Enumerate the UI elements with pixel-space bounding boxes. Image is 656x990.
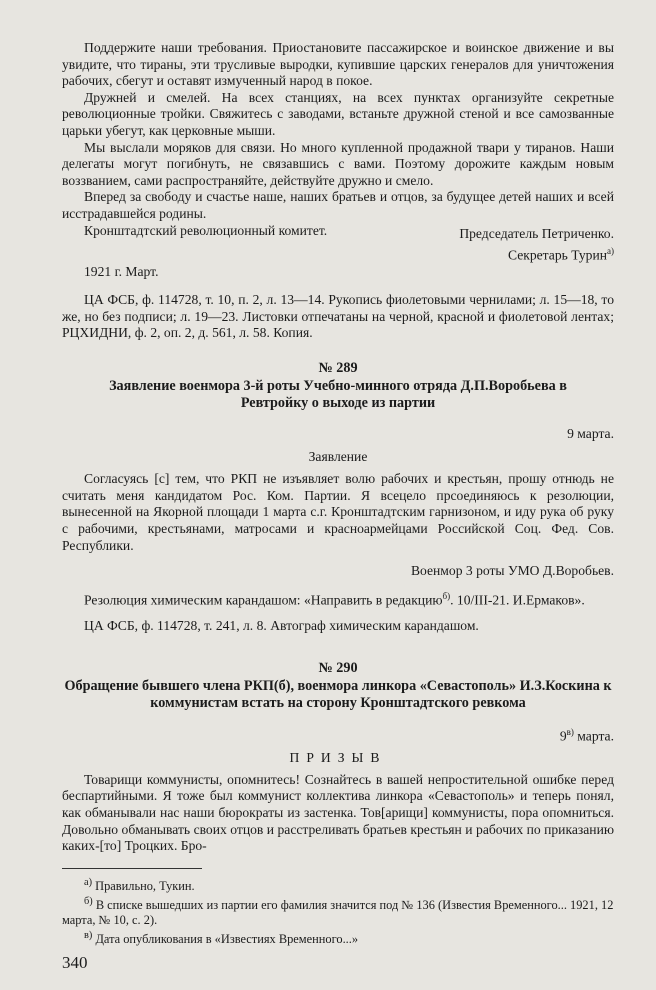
document-date: 1921 г. Март. xyxy=(84,263,159,279)
paragraph: Дружней и смелей. На всех станциях, на всех пунктах организуйте секретные революционные тройки. Свяжитесь с заводами, встаньте дружной стеной и все самозванные царьки убегут, как церковные мыши. xyxy=(62,89,614,138)
archive-note: ЦА ФСБ, ф. 114728, т. 10, п. 2, л. 13—14. Рукопись фиолетовыми чернилами; л. 15—18, то же, но без подписи; л. 19—23. Листовки отпечатаны на черной, красной и фиолетовой лентах; РЦХИДНИ, ф. 2, оп. 2, д. 561, л. 58. Копия. xyxy=(62,292,614,341)
statement-signature: Военмор 3 роты УМО Д.Воробьев. xyxy=(410,563,614,579)
document-290 xyxy=(62,660,614,713)
document-289 xyxy=(62,360,614,413)
page-number-area xyxy=(62,955,614,972)
footnote: $^{в)}$ Дата опубликования в «Известиях Временного...» xyxy=(84,930,359,947)
document-number: № 289 xyxy=(318,360,358,376)
chairman-signature: Председатель Петриченко. xyxy=(459,226,614,241)
archive-reference xyxy=(62,292,614,342)
document-heading: Заявление xyxy=(308,448,368,464)
document-290-body xyxy=(62,724,614,855)
appeal-continuation xyxy=(62,40,614,239)
signatures xyxy=(62,226,614,280)
secretary-signature: Секретарь Турин$^{а)}$ xyxy=(507,245,614,263)
footnote-divider xyxy=(62,868,202,869)
page-number: 340 xyxy=(62,953,88,972)
statement-body: Согласуясь [с] тем, что РКП не изъявляет волю рабочих и крестьян, прошу отнюдь не считать меня кандидатом Рос. Ком. Партии. Я всецело прсоединяюсь к резолюции, вынесенной на Якорной площади 1 марта с.г. Кронштадтским гарнизоном, и иду рука об руку с рабочими, крестьянами, матросами и красноармейцами Российской Соц. Фед. Сов. Республики. xyxy=(62,471,614,553)
archive-note: ЦА ФСБ, ф. 114728, т. 241, л. 8. Автограф химическим карандашом. xyxy=(84,617,479,633)
document-date: $9^{в)}$ марта. xyxy=(559,727,614,744)
appeal-body: Товарищи коммунисты, опомнитесь! Сознайтесь в вашей непростительной ошибке перед беспартийными. Я тоже был коммунист коллектива линкора «Севастополь» и теперь понял, как обманывали нас наши бюрократы из застенка. Тов[арищи] коммунисты, пора опомниться. Довольно обманывать своих отцов и расстреливать братьев крестьян и рабочих по приказанию каких-[то] Троцких. Бро- xyxy=(62,771,614,854)
footnote: $^{б)}$ В списке вышедших из партии его фамилия значится под № 136 (Известия Временного... 1921, 12 марта, № 10, с. 2). xyxy=(62,896,614,928)
document-heading: ПРИЗЫВ xyxy=(289,750,387,766)
document-date: 9 марта. xyxy=(567,426,614,441)
resolution-note: Резолюция химическим карандашом: «Направить в редакцию$^{б)}$. 10/III-21. И.Ермаков». xyxy=(84,590,585,608)
document-title: Обращение бывшего члена РКП(б), военмора линкора «Севастополь» И.З.Коскина к коммунистам встать на сторону Кронштадтского ревкома xyxy=(64,677,612,712)
footnote: $^{а)}$ Правильно, Тукин. xyxy=(84,877,195,894)
document-289-body xyxy=(62,426,614,634)
paragraph: Мы выслали моряков для связи. Но много купленной продажной твари у тиранов. Наши делегаты могут погибнуть, не связавшись с вами. Поэтому дорожите каждым новым воззванием, сами распространяйте, действуйте дружно и смело. xyxy=(62,139,614,188)
document-number: № 290 xyxy=(318,660,358,676)
paragraph: Вперед за свободу и счастье наше, наших братьев и отцов, за будущее детей наших и всей исстрадавшейся родины. xyxy=(62,189,614,221)
committee-signature: Кронштадтский революционный комитет. xyxy=(84,222,328,238)
document-title: Заявление военмора 3-й роты Учебно-минного отряда Д.П.Воробьева в Ревтройку о выходе из партии xyxy=(109,377,567,412)
paragraph: Поддержите наши требования. Приостановите пассажирское и воинское движение и вы увидите, что тираны, эти трусливые выродки, купившие царских генералов для уничтожения рабочих, сбегут и оставят измученный народ в покое. xyxy=(62,40,614,89)
footnotes xyxy=(62,875,614,947)
